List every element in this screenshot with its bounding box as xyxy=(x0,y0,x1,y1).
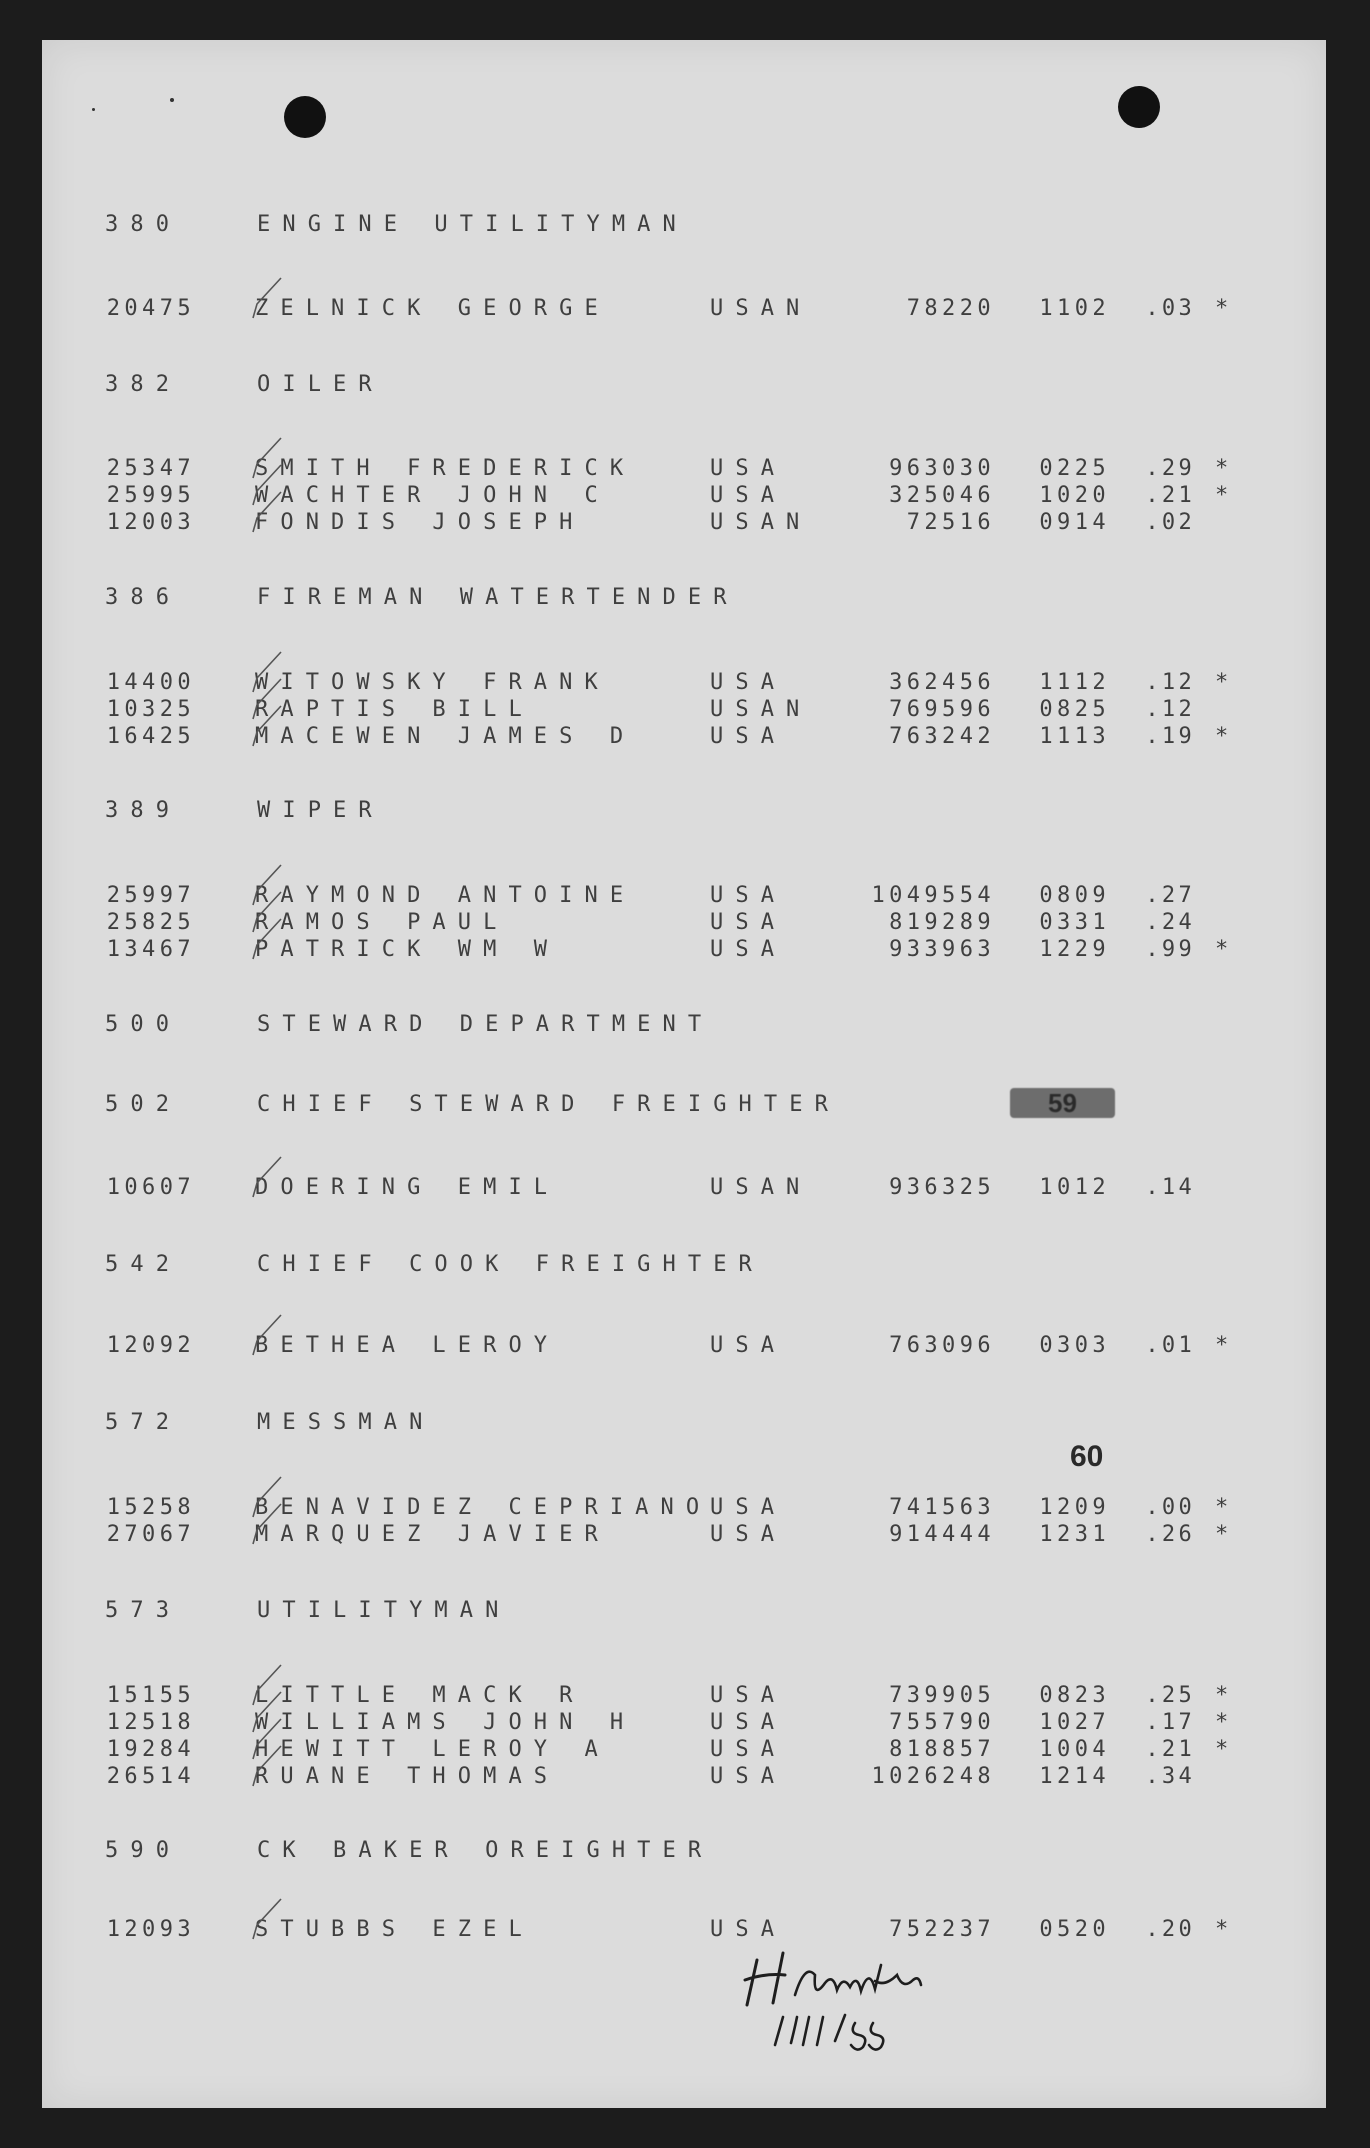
crew-number: 20475 xyxy=(106,296,195,321)
crew-name: MARQUEZ JAVIER xyxy=(255,1522,610,1547)
book-number: 1049554 xyxy=(871,883,995,908)
date-code: 0520 xyxy=(1039,1917,1110,1942)
section-title: WIPER xyxy=(257,798,384,823)
book-number: 933963 xyxy=(889,937,995,962)
asterisk-mark: * xyxy=(1215,1737,1241,1762)
value: .12 xyxy=(1145,670,1195,695)
citizenship: USA xyxy=(710,937,787,962)
crew-name: WILLIAMS JOHN H xyxy=(255,1710,636,1735)
citizenship: USA xyxy=(710,883,787,908)
citizenship: USA xyxy=(710,1522,787,1547)
stamp-59: 59 xyxy=(1010,1088,1115,1118)
citizenship: USAN xyxy=(710,296,812,321)
crew-number: 10325 xyxy=(106,697,195,722)
asterisk-mark: * xyxy=(1215,1683,1241,1708)
value: .26 xyxy=(1145,1522,1195,1547)
book-number: 752237 xyxy=(889,1917,995,1942)
crew-number: 14400 xyxy=(106,670,195,695)
value: .27 xyxy=(1145,883,1195,908)
crew-number: 15155 xyxy=(106,1683,195,1708)
date-code: 1027 xyxy=(1039,1710,1110,1735)
punch-hole-right xyxy=(1118,86,1160,128)
date-code: 0225 xyxy=(1039,456,1110,481)
section-code: 386 xyxy=(105,585,182,610)
citizenship: USA xyxy=(710,724,787,749)
crew-row xyxy=(105,910,1225,936)
section-code: 382 xyxy=(105,372,182,397)
date-code: 0823 xyxy=(1039,1683,1110,1708)
value: .21 xyxy=(1145,1737,1195,1762)
citizenship: USA xyxy=(710,670,787,695)
crew-name: DOERING EMIL xyxy=(255,1175,560,1200)
book-number: 963030 xyxy=(889,456,995,481)
crew-number: 25347 xyxy=(106,456,195,481)
crew-row xyxy=(105,1917,1241,1943)
section-code: 389 xyxy=(105,798,182,823)
value: .12 xyxy=(1145,697,1195,722)
crew-row xyxy=(105,697,1225,723)
book-number: 739905 xyxy=(889,1683,995,1708)
crew-row xyxy=(105,1737,1241,1763)
book-number: 1026248 xyxy=(871,1764,995,1789)
speck xyxy=(92,108,95,111)
crew-number: 15258 xyxy=(106,1495,195,1520)
value: .00 xyxy=(1145,1495,1195,1520)
asterisk-mark: * xyxy=(1215,724,1241,749)
asterisk-mark: * xyxy=(1215,296,1241,321)
date-code: 0331 xyxy=(1039,910,1110,935)
crew-row xyxy=(105,1522,1241,1548)
crew-number: 25995 xyxy=(106,483,195,508)
punch-hole-left xyxy=(284,96,326,138)
crew-number: 12518 xyxy=(106,1710,195,1735)
value: .17 xyxy=(1145,1710,1195,1735)
section-code: 542 xyxy=(105,1252,182,1277)
book-number: 914444 xyxy=(889,1522,995,1547)
section-code: 502 xyxy=(105,1092,182,1117)
date-code: 1209 xyxy=(1039,1495,1110,1520)
value: .29 xyxy=(1145,456,1195,481)
crew-name: BENAVIDEZ CEPRIANO xyxy=(255,1495,712,1520)
section-title: FIREMAN WATERTENDER xyxy=(257,585,739,610)
crew-row xyxy=(105,1710,1241,1736)
crew-number: 12092 xyxy=(106,1333,195,1358)
document-page xyxy=(42,40,1326,2108)
crew-number: 16425 xyxy=(106,724,195,749)
crew-row xyxy=(105,1683,1241,1709)
book-number: 78220 xyxy=(906,296,995,321)
book-number: 362456 xyxy=(889,670,995,695)
crew-number: 25825 xyxy=(106,910,195,935)
date-code: 0914 xyxy=(1039,510,1110,535)
speck xyxy=(170,98,174,102)
section-title: OILER xyxy=(257,372,384,397)
section-code: 500 xyxy=(105,1012,182,1037)
crew-row xyxy=(105,296,1241,322)
book-number: 325046 xyxy=(889,483,995,508)
crew-row xyxy=(105,456,1241,482)
asterisk-mark: * xyxy=(1215,1917,1241,1942)
crew-number: 13467 xyxy=(106,937,195,962)
crew-number: 12093 xyxy=(106,1917,195,1942)
crew-name: BETHEA LEROY xyxy=(255,1333,560,1358)
crew-name: LITTLE MACK R xyxy=(255,1683,585,1708)
crew-name: HEWITT LEROY A xyxy=(255,1737,610,1762)
book-number: 819289 xyxy=(889,910,995,935)
value: .25 xyxy=(1145,1683,1195,1708)
citizenship: USA xyxy=(710,1737,787,1762)
section-code: 573 xyxy=(105,1598,182,1623)
crew-name: PATRICK WM W xyxy=(255,937,560,962)
crew-name: MACEWEN JAMES D xyxy=(255,724,636,749)
date-code: 1113 xyxy=(1039,724,1110,749)
crew-number: 26514 xyxy=(106,1764,195,1789)
citizenship: USA xyxy=(710,1710,787,1735)
handwritten-60: 60 xyxy=(1070,1440,1104,1473)
crew-number: 19284 xyxy=(106,1737,195,1762)
section-title: MESSMAN xyxy=(257,1410,435,1435)
date-code: 0303 xyxy=(1039,1333,1110,1358)
crew-number: 10607 xyxy=(106,1175,195,1200)
asterisk-mark: * xyxy=(1215,937,1241,962)
citizenship: USA xyxy=(710,1764,787,1789)
crew-number: 12003 xyxy=(106,510,195,535)
crew-name: RUANE THOMAS xyxy=(255,1764,560,1789)
citizenship: USA xyxy=(710,1333,787,1358)
value: .01 xyxy=(1145,1333,1195,1358)
section-code: 380 xyxy=(105,212,182,237)
book-number: 769596 xyxy=(889,697,995,722)
crew-name: RAMOS PAUL xyxy=(255,910,509,935)
date-code: 1231 xyxy=(1039,1522,1110,1547)
crew-row xyxy=(105,883,1225,909)
crew-row xyxy=(105,937,1241,963)
date-code: 1004 xyxy=(1039,1737,1110,1762)
book-number: 755790 xyxy=(889,1710,995,1735)
book-number: 741563 xyxy=(889,1495,995,1520)
value: .14 xyxy=(1145,1175,1195,1200)
value: .19 xyxy=(1145,724,1195,749)
value: .02 xyxy=(1145,510,1195,535)
asterisk-mark: * xyxy=(1215,456,1241,481)
book-number: 936325 xyxy=(889,1175,995,1200)
book-number: 763096 xyxy=(889,1333,995,1358)
citizenship: USAN xyxy=(710,510,812,535)
section-title: STEWARD DEPARTMENT xyxy=(257,1012,714,1037)
section-title: CK BAKER OREIGHTER xyxy=(257,1838,714,1863)
citizenship: USAN xyxy=(710,697,812,722)
crew-name: RAPTIS BILL xyxy=(255,697,534,722)
asterisk-mark: * xyxy=(1215,1710,1241,1735)
asterisk-mark: * xyxy=(1215,670,1241,695)
crew-row xyxy=(105,1175,1225,1201)
crew-row xyxy=(105,510,1225,536)
citizenship: USA xyxy=(710,483,787,508)
value: .20 xyxy=(1145,1917,1195,1942)
value: .21 xyxy=(1145,483,1195,508)
asterisk-mark: * xyxy=(1215,1495,1241,1520)
date-code: 1102 xyxy=(1039,296,1110,321)
book-number: 763242 xyxy=(889,724,995,749)
crew-name: RAYMOND ANTOINE xyxy=(255,883,636,908)
date-code: 1229 xyxy=(1039,937,1110,962)
value: .24 xyxy=(1145,910,1195,935)
crew-name: SMITH FREDERICK xyxy=(255,456,636,481)
crew-row xyxy=(105,724,1241,750)
crew-row xyxy=(105,670,1241,696)
citizenship: USAN xyxy=(710,1175,812,1200)
crew-name: WITOWSKY FRANK xyxy=(255,670,610,695)
date-code: 1112 xyxy=(1039,670,1110,695)
book-number: 72516 xyxy=(906,510,995,535)
crew-name: FONDIS JOSEPH xyxy=(255,510,585,535)
asterisk-mark: * xyxy=(1215,483,1241,508)
crew-name: WACHTER JOHN C xyxy=(255,483,610,508)
section-title: ENGINE UTILITYMAN xyxy=(257,212,688,237)
crew-name: STUBBS EZEL xyxy=(255,1917,534,1942)
section-title: UTILITYMAN xyxy=(257,1598,511,1623)
value: .34 xyxy=(1145,1764,1195,1789)
citizenship: USA xyxy=(710,456,787,481)
crew-name: ZELNICK GEORGE xyxy=(255,296,610,321)
date-code: 1012 xyxy=(1039,1175,1110,1200)
value: .99 xyxy=(1145,937,1195,962)
citizenship: USA xyxy=(710,1495,787,1520)
date-code: 0825 xyxy=(1039,697,1110,722)
book-number: 818857 xyxy=(889,1737,995,1762)
section-title: CHIEF COOK FREIGHTER xyxy=(257,1252,764,1277)
citizenship: USA xyxy=(710,1683,787,1708)
crew-number: 27067 xyxy=(106,1522,195,1547)
section-title: CHIEF STEWARD FREIGHTER xyxy=(257,1092,840,1117)
signature xyxy=(735,1945,965,2055)
date-code: 0809 xyxy=(1039,883,1110,908)
date-code: 1214 xyxy=(1039,1764,1110,1789)
crew-row xyxy=(105,483,1241,509)
asterisk-mark: * xyxy=(1215,1333,1241,1358)
value: .03 xyxy=(1145,296,1195,321)
crew-row xyxy=(105,1495,1241,1521)
crew-row xyxy=(105,1764,1225,1790)
crew-row xyxy=(105,1333,1241,1359)
section-code: 590 xyxy=(105,1838,182,1863)
date-code: 1020 xyxy=(1039,483,1110,508)
asterisk-mark: * xyxy=(1215,1522,1241,1547)
citizenship: USA xyxy=(710,910,787,935)
section-code: 572 xyxy=(105,1410,182,1435)
citizenship: USA xyxy=(710,1917,787,1942)
crew-number: 25997 xyxy=(106,883,195,908)
